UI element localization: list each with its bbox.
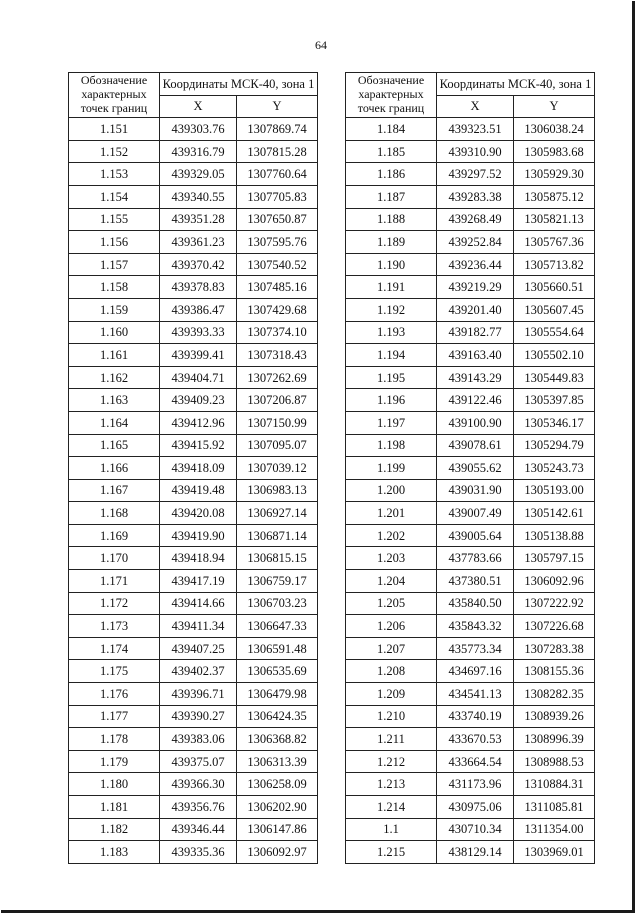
x-coordinate-cell: 439356.76 (160, 796, 237, 819)
y-coordinate-cell: 1307374.10 (237, 321, 318, 344)
x-coordinate-cell: 439366.30 (160, 773, 237, 796)
y-coordinate-cell: 1307039.12 (237, 457, 318, 480)
point-id-cell: 1.208 (346, 660, 437, 683)
x-coordinate-cell: 433740.19 (437, 705, 514, 728)
point-id-cell: 1.172 (69, 592, 160, 615)
x-coordinate-cell: 435843.32 (437, 615, 514, 638)
x-coordinate-cell: 439031.90 (437, 479, 514, 502)
y-coordinate-cell: 1307262.69 (237, 366, 318, 389)
x-coordinate-cell: 439310.90 (437, 140, 514, 163)
y-coordinate-cell: 1307206.87 (237, 389, 318, 412)
x-coordinate-cell: 439351.28 (160, 208, 237, 231)
table-row (346, 231, 595, 254)
point-id-cell: 1.202 (346, 524, 437, 547)
point-id-cell: 1.187 (346, 185, 437, 208)
table-row (346, 660, 595, 683)
y-coordinate-cell: 1306815.15 (237, 547, 318, 570)
x-coordinate-cell: 439340.55 (160, 185, 237, 208)
y-coordinate-cell: 1307540.52 (237, 253, 318, 276)
y-coordinate-cell: 1306202.90 (237, 796, 318, 819)
point-id-cell: 1.201 (346, 502, 437, 525)
table-row (69, 796, 318, 819)
table-row (69, 570, 318, 593)
table-row (346, 615, 595, 638)
y-coordinate-cell: 1307283.38 (514, 637, 595, 660)
point-id-cell: 1.177 (69, 705, 160, 728)
table-row (346, 253, 595, 276)
table-row (69, 185, 318, 208)
y-coordinate-cell: 1305875.12 (514, 185, 595, 208)
table-row (346, 750, 595, 773)
y-coordinate-cell: 1306983.13 (237, 479, 318, 502)
table-row (69, 389, 318, 412)
y-coordinate-cell: 1306759.17 (237, 570, 318, 593)
table-row (69, 366, 318, 389)
point-id-cell: 1.152 (69, 140, 160, 163)
header-y: Y (514, 95, 595, 118)
y-coordinate-cell: 1305449.83 (514, 366, 595, 389)
table-row (69, 298, 318, 321)
point-id-cell: 1.165 (69, 434, 160, 457)
point-id-cell: 1.194 (346, 344, 437, 367)
point-id-cell: 1.179 (69, 750, 160, 773)
y-coordinate-cell: 1306147.86 (237, 818, 318, 841)
point-id-cell: 1.173 (69, 615, 160, 638)
y-coordinate-cell: 1307150.99 (237, 411, 318, 434)
table-row (346, 118, 595, 141)
point-id-cell: 1.168 (69, 502, 160, 525)
table-row (69, 728, 318, 751)
y-coordinate-cell: 1306535.69 (237, 660, 318, 683)
y-coordinate-cell: 1303969.01 (514, 841, 595, 864)
table-row (346, 728, 595, 751)
y-coordinate-cell: 1308939.26 (514, 705, 595, 728)
point-id-cell: 1.166 (69, 457, 160, 480)
x-coordinate-cell: 434697.16 (437, 660, 514, 683)
point-id-cell: 1.204 (346, 570, 437, 593)
x-coordinate-cell: 439419.90 (160, 524, 237, 547)
table-row (346, 570, 595, 593)
x-coordinate-cell: 439346.44 (160, 818, 237, 841)
x-coordinate-cell: 439375.07 (160, 750, 237, 773)
x-coordinate-cell: 439412.96 (160, 411, 237, 434)
point-id-cell: 1.167 (69, 479, 160, 502)
coordinates-table-left (68, 72, 318, 864)
x-coordinate-cell: 439399.41 (160, 344, 237, 367)
y-coordinate-cell: 1308155.36 (514, 660, 595, 683)
x-coordinate-cell: 439414.66 (160, 592, 237, 615)
table-row (346, 841, 595, 864)
x-coordinate-cell: 439415.92 (160, 434, 237, 457)
point-id-cell: 1.159 (69, 298, 160, 321)
y-coordinate-cell: 1306479.98 (237, 683, 318, 706)
y-coordinate-cell: 1306591.48 (237, 637, 318, 660)
table-row (69, 683, 318, 706)
y-coordinate-cell: 1308988.53 (514, 750, 595, 773)
x-coordinate-cell: 439323.51 (437, 118, 514, 141)
y-coordinate-cell: 1305138.88 (514, 524, 595, 547)
table-row (69, 750, 318, 773)
table-row (69, 118, 318, 141)
point-id-cell: 1.161 (69, 344, 160, 367)
point-id-cell: 1.205 (346, 592, 437, 615)
x-coordinate-cell: 439361.23 (160, 231, 237, 254)
point-id-cell: 1.181 (69, 796, 160, 819)
table-row (69, 208, 318, 231)
y-coordinate-cell: 1305397.85 (514, 389, 595, 412)
x-coordinate-cell: 433670.53 (437, 728, 514, 751)
x-coordinate-cell: 430710.34 (437, 818, 514, 841)
header-x: X (160, 95, 237, 118)
y-coordinate-cell: 1305294.79 (514, 434, 595, 457)
y-coordinate-cell: 1306313.39 (237, 750, 318, 773)
point-id-cell: 1.189 (346, 231, 437, 254)
point-id-cell: 1.180 (69, 773, 160, 796)
y-coordinate-cell: 1311354.00 (514, 818, 595, 841)
x-coordinate-cell: 439378.83 (160, 276, 237, 299)
x-coordinate-cell: 439100.90 (437, 411, 514, 434)
point-id-cell: 1.157 (69, 253, 160, 276)
x-coordinate-cell: 439370.42 (160, 253, 237, 276)
y-coordinate-cell: 1306424.35 (237, 705, 318, 728)
x-coordinate-cell: 439316.79 (160, 140, 237, 163)
table-row (69, 411, 318, 434)
table-row (69, 140, 318, 163)
coordinates-table-right (345, 72, 595, 864)
x-coordinate-cell: 437380.51 (437, 570, 514, 593)
y-coordinate-cell: 1307318.43 (237, 344, 318, 367)
point-id-cell: 1.174 (69, 637, 160, 660)
table-row (69, 818, 318, 841)
point-id-cell: 1.210 (346, 705, 437, 728)
x-coordinate-cell: 439407.25 (160, 637, 237, 660)
y-coordinate-cell: 1305346.17 (514, 411, 595, 434)
table-row (346, 411, 595, 434)
table-row (346, 457, 595, 480)
x-coordinate-cell: 439411.34 (160, 615, 237, 638)
y-coordinate-cell: 1307815.28 (237, 140, 318, 163)
y-coordinate-cell: 1311085.81 (514, 796, 595, 819)
table-row (346, 140, 595, 163)
point-id-cell: 1.213 (346, 773, 437, 796)
point-id-cell: 1.184 (346, 118, 437, 141)
point-id-cell: 1.209 (346, 683, 437, 706)
table-row (346, 344, 595, 367)
x-coordinate-cell: 439329.05 (160, 163, 237, 186)
x-coordinate-cell: 430975.06 (437, 796, 514, 819)
y-coordinate-cell: 1306368.82 (237, 728, 318, 751)
point-id-cell: 1.195 (346, 366, 437, 389)
table-row (346, 479, 595, 502)
point-id-cell: 1.197 (346, 411, 437, 434)
table-row (69, 637, 318, 660)
x-coordinate-cell: 439297.52 (437, 163, 514, 186)
y-coordinate-cell: 1310884.31 (514, 773, 595, 796)
y-coordinate-cell: 1307650.87 (237, 208, 318, 231)
y-coordinate-cell: 1307705.83 (237, 185, 318, 208)
point-id-cell: 1.212 (346, 750, 437, 773)
table-row (69, 479, 318, 502)
table-row (69, 705, 318, 728)
table-row (69, 502, 318, 525)
x-coordinate-cell: 439182.77 (437, 321, 514, 344)
x-coordinate-cell: 439219.29 (437, 276, 514, 299)
x-coordinate-cell: 439383.06 (160, 728, 237, 751)
point-id-cell: 1.182 (69, 818, 160, 841)
y-coordinate-cell: 1307869.74 (237, 118, 318, 141)
table-row (69, 344, 318, 367)
header-coord-system: Координаты МСК-40, зона 1 (437, 73, 595, 96)
x-coordinate-cell: 439409.23 (160, 389, 237, 412)
x-coordinate-cell: 439404.71 (160, 366, 237, 389)
x-coordinate-cell: 438129.14 (437, 841, 514, 864)
x-coordinate-cell: 439418.09 (160, 457, 237, 480)
point-id-cell: 1.196 (346, 389, 437, 412)
y-coordinate-cell: 1308282.35 (514, 683, 595, 706)
table-row (346, 796, 595, 819)
point-id-cell: 1.191 (346, 276, 437, 299)
table-row (346, 524, 595, 547)
y-coordinate-cell: 1305554.64 (514, 321, 595, 344)
x-coordinate-cell: 439419.48 (160, 479, 237, 502)
x-coordinate-cell: 439393.33 (160, 321, 237, 344)
y-coordinate-cell: 1308996.39 (514, 728, 595, 751)
header-point-label: Обозначение характерных точек границ (346, 73, 437, 118)
x-coordinate-cell: 439335.36 (160, 841, 237, 864)
point-id-cell: 1.162 (69, 366, 160, 389)
table-row (346, 321, 595, 344)
x-coordinate-cell: 439201.40 (437, 298, 514, 321)
point-id-cell: 1.175 (69, 660, 160, 683)
table-row (346, 502, 595, 525)
y-coordinate-cell: 1305193.00 (514, 479, 595, 502)
y-coordinate-cell: 1306092.97 (237, 841, 318, 864)
table-row (346, 163, 595, 186)
x-coordinate-cell: 439163.40 (437, 344, 514, 367)
x-coordinate-cell: 435773.34 (437, 637, 514, 660)
point-id-cell: 1.153 (69, 163, 160, 186)
y-coordinate-cell: 1306703.23 (237, 592, 318, 615)
table-row (69, 434, 318, 457)
x-coordinate-cell: 437783.66 (437, 547, 514, 570)
x-coordinate-cell: 435840.50 (437, 592, 514, 615)
y-coordinate-cell: 1305797.15 (514, 547, 595, 570)
x-coordinate-cell: 439283.38 (437, 185, 514, 208)
point-id-cell: 1.154 (69, 185, 160, 208)
point-id-cell: 1.198 (346, 434, 437, 457)
x-coordinate-cell: 439143.29 (437, 366, 514, 389)
point-id-cell: 1.176 (69, 683, 160, 706)
header-point-label: Обозначение характерных точек границ (69, 73, 160, 118)
y-coordinate-cell: 1307226.68 (514, 615, 595, 638)
table-row (346, 683, 595, 706)
x-coordinate-cell: 431173.96 (437, 773, 514, 796)
x-coordinate-cell: 433664.54 (437, 750, 514, 773)
table-row (346, 705, 595, 728)
table-row (69, 321, 318, 344)
point-id-cell: 1.192 (346, 298, 437, 321)
table-row (69, 841, 318, 864)
table-row (69, 773, 318, 796)
y-coordinate-cell: 1307595.76 (237, 231, 318, 254)
point-id-cell: 1.211 (346, 728, 437, 751)
point-id-cell: 1.170 (69, 547, 160, 570)
table-row (346, 434, 595, 457)
table-row (346, 818, 595, 841)
point-id-cell: 1.158 (69, 276, 160, 299)
point-id-cell: 1.178 (69, 728, 160, 751)
table-row (69, 253, 318, 276)
y-coordinate-cell: 1305929.30 (514, 163, 595, 186)
table-row (346, 366, 595, 389)
y-coordinate-cell: 1306647.33 (237, 615, 318, 638)
point-id-cell: 1.185 (346, 140, 437, 163)
point-id-cell: 1.1 (346, 818, 437, 841)
point-id-cell: 1.171 (69, 570, 160, 593)
y-coordinate-cell: 1306871.14 (237, 524, 318, 547)
y-coordinate-cell: 1305660.51 (514, 276, 595, 299)
y-coordinate-cell: 1305767.36 (514, 231, 595, 254)
x-coordinate-cell: 439055.62 (437, 457, 514, 480)
table-row (69, 276, 318, 299)
header-y: Y (237, 95, 318, 118)
y-coordinate-cell: 1307429.68 (237, 298, 318, 321)
x-coordinate-cell: 439236.44 (437, 253, 514, 276)
y-coordinate-cell: 1305821.13 (514, 208, 595, 231)
table-row (69, 524, 318, 547)
point-id-cell: 1.190 (346, 253, 437, 276)
x-coordinate-cell: 439268.49 (437, 208, 514, 231)
x-coordinate-cell: 439078.61 (437, 434, 514, 457)
point-id-cell: 1.206 (346, 615, 437, 638)
table-row (346, 547, 595, 570)
y-coordinate-cell: 1307095.07 (237, 434, 318, 457)
y-coordinate-cell: 1305502.10 (514, 344, 595, 367)
y-coordinate-cell: 1305607.45 (514, 298, 595, 321)
y-coordinate-cell: 1306258.09 (237, 773, 318, 796)
table-row (69, 547, 318, 570)
table-row (69, 231, 318, 254)
y-coordinate-cell: 1306092.96 (514, 570, 595, 593)
table-row (346, 389, 595, 412)
x-coordinate-cell: 439122.46 (437, 389, 514, 412)
y-coordinate-cell: 1307485.16 (237, 276, 318, 299)
x-coordinate-cell: 439303.76 (160, 118, 237, 141)
point-id-cell: 1.203 (346, 547, 437, 570)
x-coordinate-cell: 439418.94 (160, 547, 237, 570)
table-row (69, 163, 318, 186)
point-id-cell: 1.151 (69, 118, 160, 141)
y-coordinate-cell: 1306927.14 (237, 502, 318, 525)
header-coord-system: Координаты МСК-40, зона 1 (160, 73, 318, 96)
y-coordinate-cell: 1305142.61 (514, 502, 595, 525)
x-coordinate-cell: 439252.84 (437, 231, 514, 254)
y-coordinate-cell: 1306038.24 (514, 118, 595, 141)
table-row (346, 592, 595, 615)
y-coordinate-cell: 1305983.68 (514, 140, 595, 163)
x-coordinate-cell: 439386.47 (160, 298, 237, 321)
table-row (346, 185, 595, 208)
point-id-cell: 1.200 (346, 479, 437, 502)
table-row (69, 592, 318, 615)
x-coordinate-cell: 439417.19 (160, 570, 237, 593)
table-row (346, 208, 595, 231)
x-coordinate-cell: 439007.49 (437, 502, 514, 525)
point-id-cell: 1.215 (346, 841, 437, 864)
x-coordinate-cell: 439005.64 (437, 524, 514, 547)
x-coordinate-cell: 439390.27 (160, 705, 237, 728)
point-id-cell: 1.214 (346, 796, 437, 819)
table-row (346, 298, 595, 321)
y-coordinate-cell: 1305243.73 (514, 457, 595, 480)
point-id-cell: 1.155 (69, 208, 160, 231)
point-id-cell: 1.186 (346, 163, 437, 186)
y-coordinate-cell: 1307222.92 (514, 592, 595, 615)
point-id-cell: 1.188 (346, 208, 437, 231)
table-row (69, 615, 318, 638)
document-page (1, 1, 635, 913)
point-id-cell: 1.163 (69, 389, 160, 412)
point-id-cell: 1.164 (69, 411, 160, 434)
point-id-cell: 1.183 (69, 841, 160, 864)
point-id-cell: 1.156 (69, 231, 160, 254)
point-id-cell: 1.193 (346, 321, 437, 344)
page-number: 64 (315, 38, 327, 52)
point-id-cell: 1.199 (346, 457, 437, 480)
header-x: X (437, 95, 514, 118)
x-coordinate-cell: 439402.37 (160, 660, 237, 683)
point-id-cell: 1.160 (69, 321, 160, 344)
y-coordinate-cell: 1305713.82 (514, 253, 595, 276)
table-row (346, 276, 595, 299)
x-coordinate-cell: 439396.71 (160, 683, 237, 706)
y-coordinate-cell: 1307760.64 (237, 163, 318, 186)
table-row (69, 457, 318, 480)
table-row (346, 637, 595, 660)
table-row (346, 773, 595, 796)
point-id-cell: 1.207 (346, 637, 437, 660)
point-id-cell: 1.169 (69, 524, 160, 547)
x-coordinate-cell: 439420.08 (160, 502, 237, 525)
x-coordinate-cell: 434541.13 (437, 683, 514, 706)
table-row (69, 660, 318, 683)
